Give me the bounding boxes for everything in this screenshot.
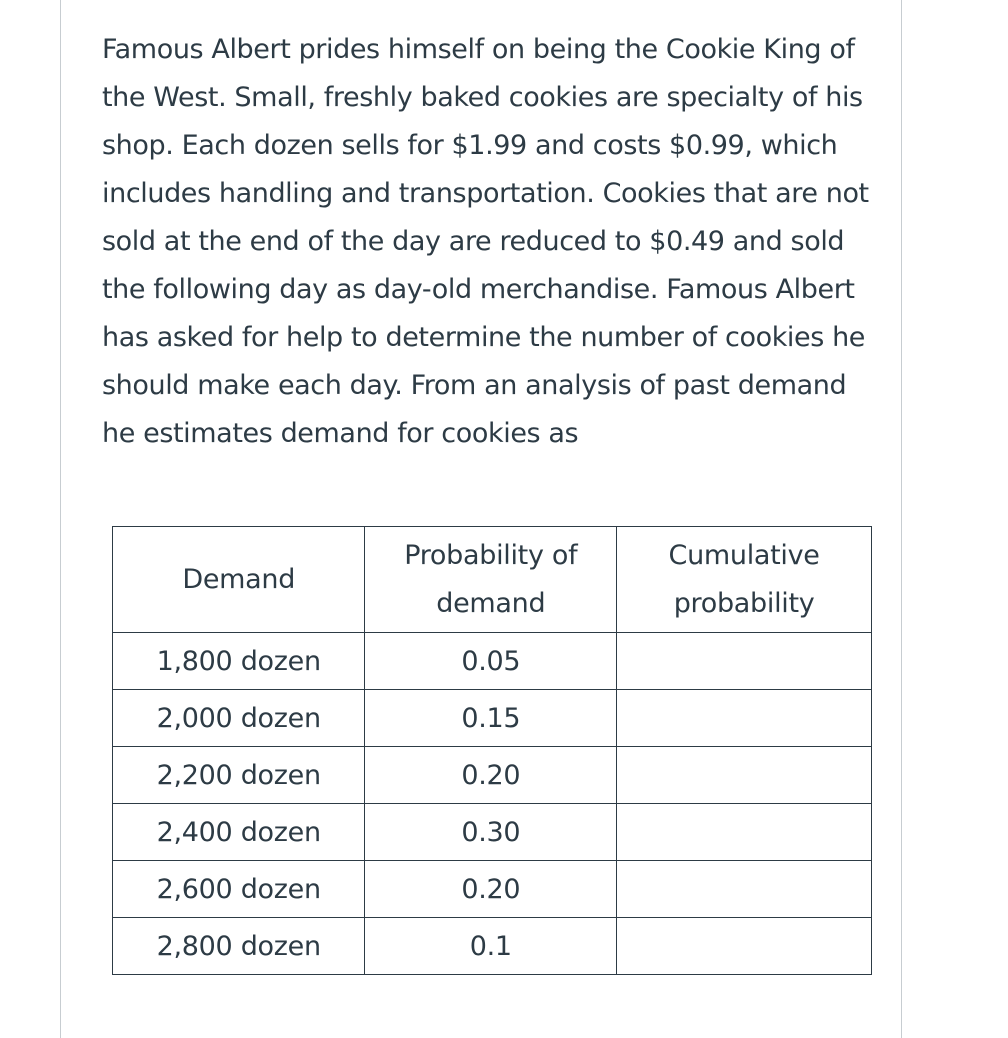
- cell-probability: 0.30: [365, 804, 617, 861]
- cell-demand: 2,400 dozen: [113, 804, 365, 861]
- cell-probability: 0.05: [365, 633, 617, 690]
- header-cumulative: Cumulative probability: [617, 527, 872, 633]
- table-row: [113, 747, 872, 804]
- cell-probability: 0.1: [365, 918, 617, 975]
- cell-cumulative: [617, 918, 872, 975]
- cell-cumulative: [617, 747, 872, 804]
- cell-cumulative: [617, 804, 872, 861]
- header-probability: Probability of demand: [365, 527, 617, 633]
- cell-demand: 2,800 dozen: [113, 918, 365, 975]
- demand-table: [112, 526, 872, 975]
- table-row: [113, 633, 872, 690]
- table-row: [113, 804, 872, 861]
- cell-demand: 2,000 dozen: [113, 690, 365, 747]
- cell-probability: 0.15: [365, 690, 617, 747]
- cell-demand: 1,800 dozen: [113, 633, 365, 690]
- cell-probability: 0.20: [365, 861, 617, 918]
- question-paragraph: Famous Albert prides himself on being the Cookie King of the West. Small, freshly baked cookies are specialty of his shop. Each dozen sells for $1.99 and costs $0.99, which includes handling and transportation. Cookies that are not sold at the end of the day are reduced to $0.49 and sold the following day as day-old merchandise. Famous Albert has asked for help to determine the number of cookies he should make each day. From an analysis of past demand he estimates demand for cookies as: [102, 34, 869, 449]
- cell-cumulative: [617, 861, 872, 918]
- header-demand: Demand: [113, 527, 365, 633]
- table-row: [113, 918, 872, 975]
- table-header-row: [113, 527, 872, 633]
- cell-demand: 2,600 dozen: [113, 861, 365, 918]
- cell-cumulative: [617, 633, 872, 690]
- cell-cumulative: [617, 690, 872, 747]
- cell-demand: 2,200 dozen: [113, 747, 365, 804]
- table-row: [113, 861, 872, 918]
- cell-probability: 0.20: [365, 747, 617, 804]
- table-row: [113, 690, 872, 747]
